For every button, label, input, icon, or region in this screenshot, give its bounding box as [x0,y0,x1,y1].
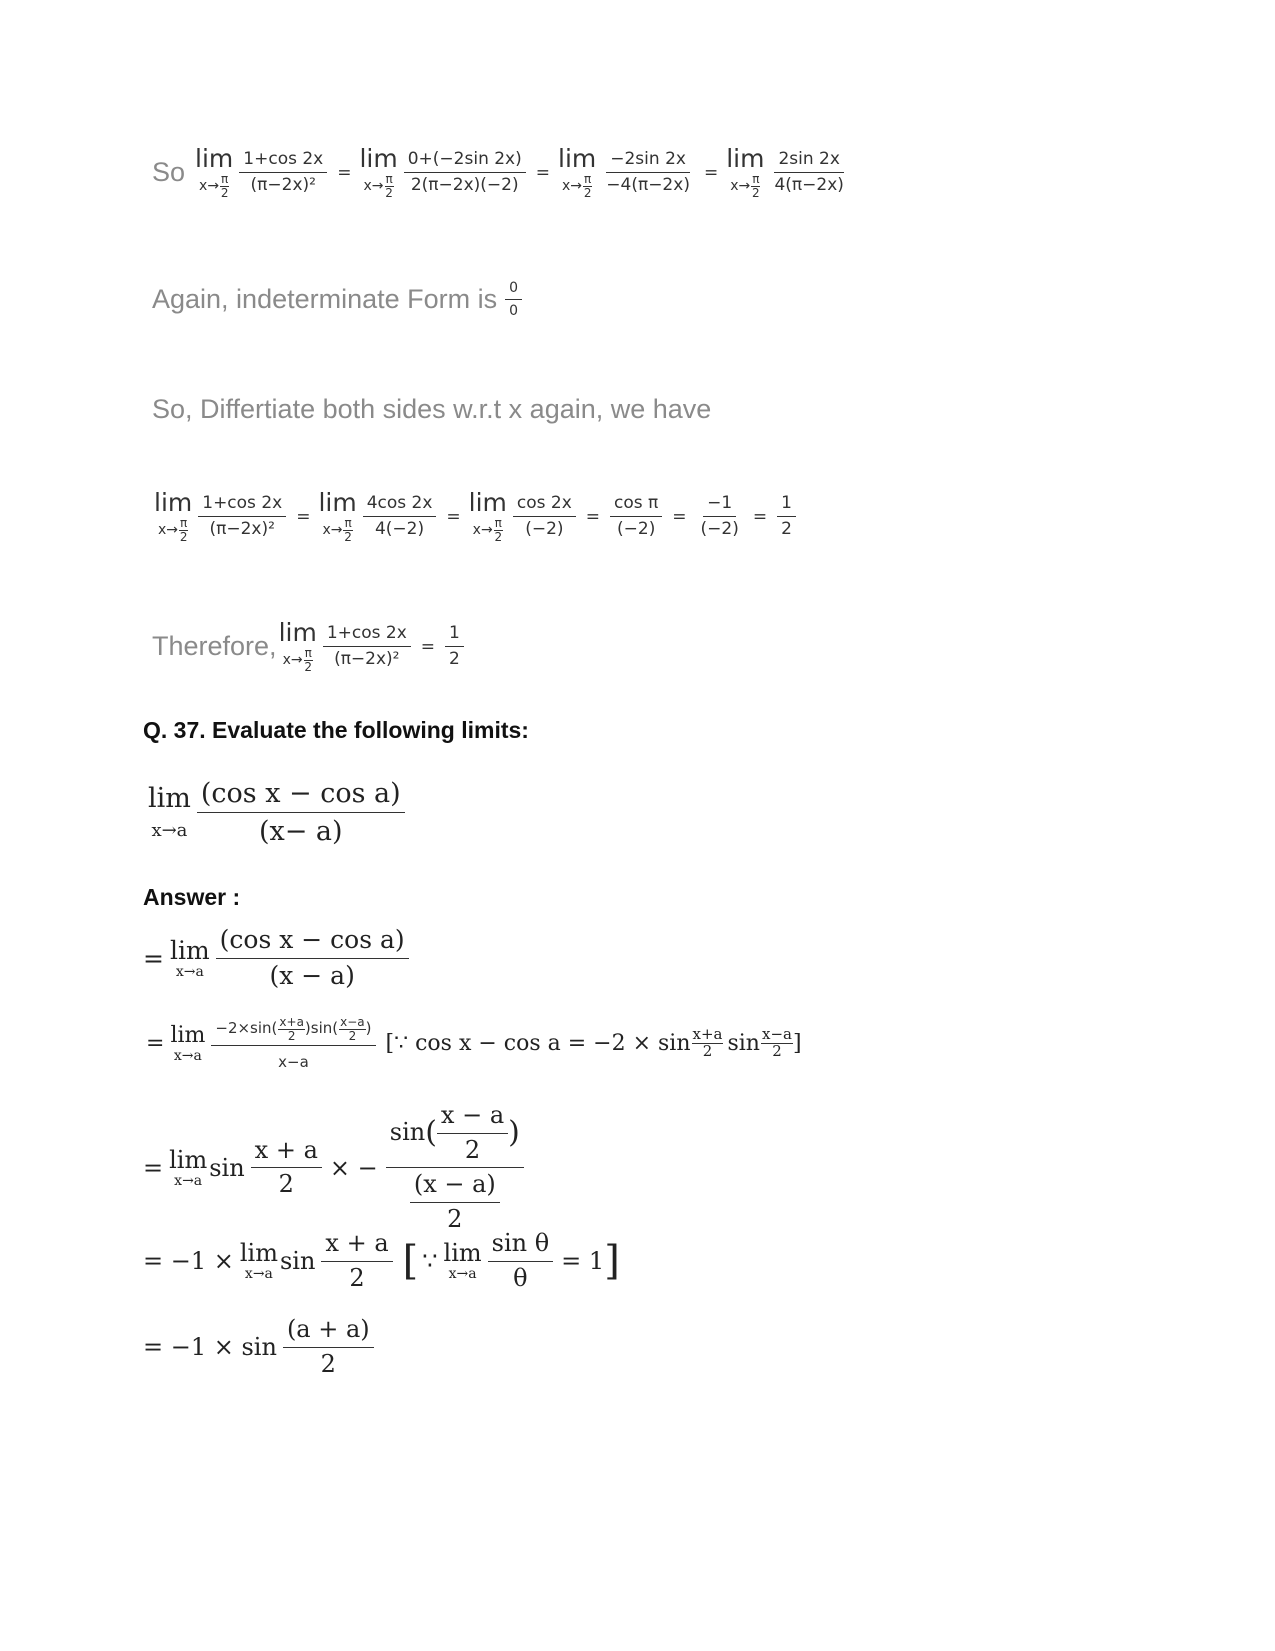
limit-operator: lim x→a [148,783,191,842]
limit-operator: lim x→ π 2 [154,488,193,544]
fraction: $\frac{1}{2}$ [777,494,796,540]
limit-operator: lim x→ π 2 [318,488,357,544]
question-expression [146,778,409,847]
fraction: $\frac{\cos 2x}{(-2)}$ [513,494,576,540]
step-4: = −1 × lim x→a sin $\frac{x + a}{2}$ [ ∵ lim x→a $\frac{\text{sin θ}}{\theta}$ = 1 ] [143,1229,620,1292]
therefore-line: Therefore, lim x→ π 2 $\frac{1+\cos 2x}{\text{(π−2x)²}}$ = $\frac{1}{2}$ [152,620,468,673]
indeterminate-text: Again, indeterminate Form is [152,284,498,315]
fraction: $\frac{\text{sin θ}}{\theta}$ [488,1230,554,1292]
limit-operator: lim x→a [169,935,210,980]
fraction: $\frac{1}{2}$ [445,624,464,670]
fraction: sin ( $\frac{x - a}{2}$ ) $\frac{(x - a)}{2}$ [386,1102,524,1233]
limit-operator: lim x→a [170,1022,206,1064]
fraction: $\frac{x + a}{2}$ [251,1137,322,1199]
step-3: = lim x→a sin $\frac{x + a}{2}$ × − sin ( $\frac{x - a}{2}$ ) $\frac{(x - a)}{2}$ [143,1102,528,1233]
limit-operator: lim x→ π 2 [558,144,597,200]
fraction: x+a 2 [692,1025,723,1061]
limit-operator: lim x→ π 2 [278,618,317,674]
step-2: = lim x→a −2×sin ( x+a 2 ) sin ( x−a 2 ) x−a [∵ cos x − cos a = −2 × sin x+a 2 sin x−a 2 ] [146,1015,802,1072]
step-1: = lim x→a $\frac{\text{(cos x − cos a)}}{(x - a)}$ [143,926,413,991]
therefore-label: Therefore, [152,631,277,662]
fraction: $\frac{4\cos 2x}{4(-2)}$ [363,494,437,540]
answer-label: Answer : [143,884,241,910]
fraction: $\frac{1+\cos 2x}{\text{(π−2x)²}}$ [323,624,411,670]
zero-over-zero: $\frac{0}{0}$ [505,280,522,319]
limit-operator: lim x→a [169,1145,208,1189]
fraction: $\frac{\text{(cos x − cos a)}}{(x- a)}$ [197,778,405,847]
limit-operator: lim x→a [443,1239,482,1283]
fraction: −2×sin ( x+a 2 ) sin ( x−a 2 ) x−a [211,1016,375,1071]
fraction: $\frac{-2\sin 2x}{-4(\pi-2x)}$ [606,148,690,196]
limit-operator: lim x→ π 2 [468,488,507,544]
step-5: = −1 × sin $\frac{(a + a)}{2}$ [143,1316,378,1378]
limit-operator: lim x→ π 2 [195,144,234,200]
indeterminate-form-line [152,280,526,319]
fraction: $\frac{-1}{(-2)}$ [700,492,739,540]
question-heading: Q. 37. Evaluate the following limits: [143,717,529,743]
derivation-line-1: So lim x→ π 2 $\frac{1+\cos 2x}{\text{(π−2x)²}}$ = lim x→ π 2 $\frac{0+(-2\sin 2x)}{2(\pi-2x)(-2)}$ = lim x→ π 2 $\frac{-2\sin 2x}{-4(\pi-2x)}$ = lim x→ π 2 $\frac{2\sin 2x}{4(\pi-2x)}$ [152,146,852,199]
limit-operator: lim x→a [239,1239,278,1283]
fraction: $\frac{\text{(cos x − cos a)}}{(x - a)}$ [216,926,409,991]
limit-operator: lim x→ π 2 [726,144,765,200]
fraction: $\frac{0+(-2\sin 2x)}{2(\pi-2x)(-2)}$ [404,150,526,196]
differentiate-text: So, Differtiate both sides w.r.t x again, we have [152,394,712,424]
derivation-line-2: lim x→ π 2 $\frac{1+\cos 2x}{\text{(π−2x)²}}$ = lim x→ π 2 $\frac{4\cos 2x}{4(-2)}$ = lim x→ π 2 $\frac{\cos 2x}{(-2)}$ = $\frac{\text{cos π}}{(-2)}$ = $\frac{-1}{(-2)}$ = $\frac{1}{2}$ [152,490,800,543]
fraction: $\frac{\text{cos π}}{(-2)}$ [610,494,662,540]
fraction: $\frac{2\sin 2x}{4(\pi-2x)}$ [774,148,844,196]
so-label: So [152,157,186,188]
fraction: $\frac{x + a}{2}$ [321,1230,392,1292]
fraction: $\frac{1+\cos 2x}{\text{(π−2x)²}}$ [198,494,286,540]
fraction: $\frac{(a + a)}{2}$ [283,1316,374,1378]
fraction: $\frac{1+\cos 2x}{\text{(π−2x)²}}$ [239,150,327,196]
fraction: x−a 2 [761,1025,792,1061]
limit-operator: lim x→ π 2 [359,144,398,200]
